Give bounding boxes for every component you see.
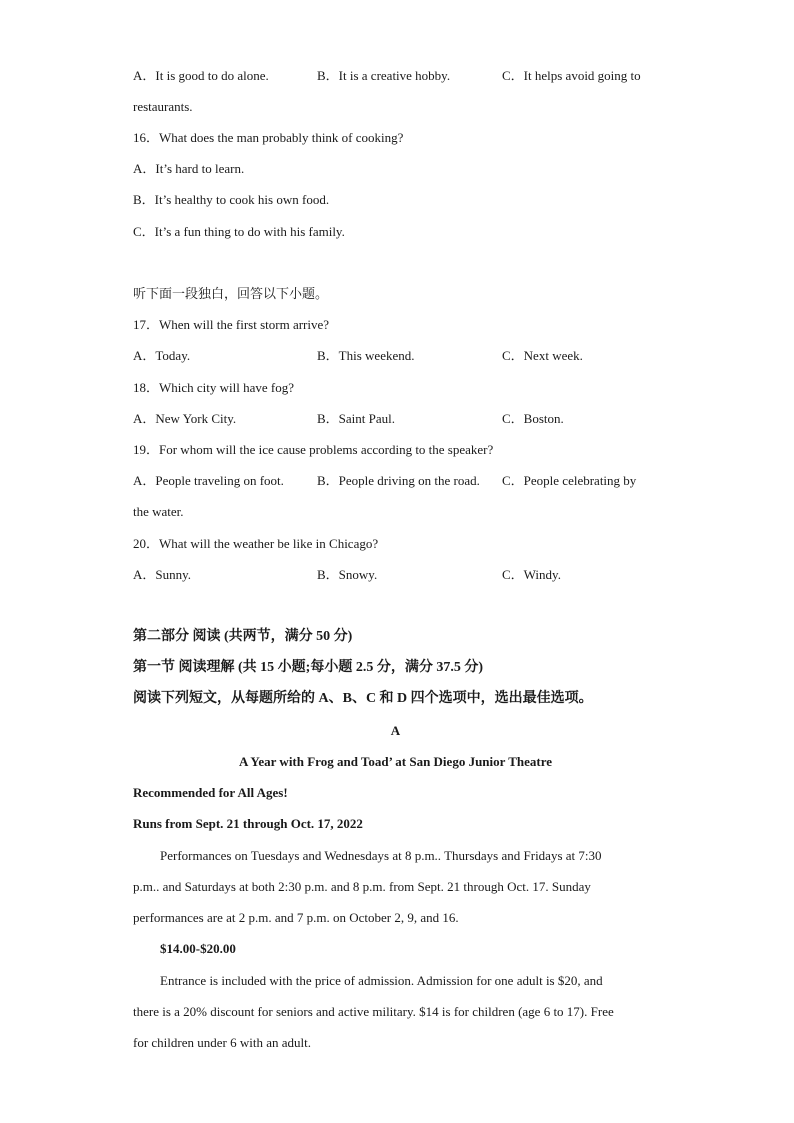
q20-option-b: B．Snowy. bbox=[317, 567, 378, 582]
part2-heading: 第二部分 阅读 (共两节，满分 50 分) bbox=[133, 629, 353, 644]
q19-question: 19．For whom will the ice cause problems according to the speaker? bbox=[133, 442, 494, 457]
paragraph-2-line-1: Entrance is included with the price of admission. Admission for one adult is $20, and bbox=[160, 973, 603, 988]
reading-instruction: 阅读下列短文，从每题所给的 A、B、C 和 D 四个选项中，选出最佳选项。 bbox=[133, 691, 593, 706]
q20-option-a: A．Sunny. bbox=[133, 567, 192, 582]
q17-question: 17．When will the first storm arrive? bbox=[133, 317, 330, 332]
paragraph-1-line-2: p.m.. and Saturdays at both 2:30 p.m. and 8 p.m. from Sept. 21 through Oct. 17. Sunday bbox=[133, 879, 591, 894]
q17-option-b: B．This weekend. bbox=[317, 348, 415, 363]
q16-option-c: C．It’s a fun thing to do with his family. bbox=[133, 224, 345, 239]
price-range: $14.00-$20.00 bbox=[160, 941, 236, 956]
q18-option-b: B．Saint Paul. bbox=[317, 411, 396, 426]
passage-runs: Runs from Sept. 21 through Oct. 17, 2022 bbox=[133, 816, 363, 831]
paragraph-2-line-2: there is a 20% discount for seniors and active military. $14 is for children (age 6 to 17). Free bbox=[133, 1004, 614, 1019]
passage-title: A Year with Frog and Toad’ at San Diego Junior Theatre bbox=[238, 754, 552, 769]
q17-option-c: C．Next week. bbox=[502, 348, 583, 363]
q20-question: 20．What will the weather be like in Chicago? bbox=[133, 536, 379, 551]
q19-option-c: C．People celebrating by bbox=[502, 473, 637, 488]
q16-option-b: B．It’s healthy to cook his own food. bbox=[133, 192, 330, 207]
monologue-instruction: 听下面一段独白，回答以下小题。 bbox=[133, 286, 329, 301]
q19-option-b: B．People driving on the road. bbox=[317, 473, 480, 488]
q17-option-a: A．Today. bbox=[133, 348, 191, 363]
q18-option-c: C．Boston. bbox=[502, 411, 564, 426]
q18-option-a: A．New York City. bbox=[133, 411, 237, 426]
q15-option-b: B．It is a creative hobby. bbox=[317, 68, 451, 83]
q16-question: 16．What does the man probably think of cooking? bbox=[133, 130, 404, 145]
passage-recommended: Recommended for All Ages! bbox=[133, 785, 288, 800]
paragraph-2-line-3: for children under 6 with an adult. bbox=[133, 1035, 311, 1050]
section1-heading: 第一节 阅读理解 (共 15 小题;每小题 2.5 分，满分 37.5 分) bbox=[133, 660, 483, 675]
q19-option-a: A．People traveling on foot. bbox=[133, 473, 284, 488]
q15-option-c-continuation: restaurants. bbox=[133, 99, 193, 114]
paragraph-1-line-1: Performances on Tuesdays and Wednesdays at 8 p.m.. Thursdays and Fridays at 7:30 bbox=[160, 848, 602, 863]
passage-label: A bbox=[390, 723, 401, 738]
q18-question: 18．Which city will have fog? bbox=[133, 380, 295, 395]
q15-option-c: C．It helps avoid going to bbox=[502, 68, 641, 83]
q20-option-c: C．Windy. bbox=[502, 567, 561, 582]
paragraph-1-line-3: performances are at 2 p.m. and 7 p.m. on October 2, 9, and 16. bbox=[133, 910, 459, 925]
q19-option-c-continuation: the water. bbox=[133, 504, 184, 519]
q16-option-a: A．It’s hard to learn. bbox=[133, 161, 245, 176]
q15-option-a: A．It is good to do alone. bbox=[133, 68, 269, 83]
